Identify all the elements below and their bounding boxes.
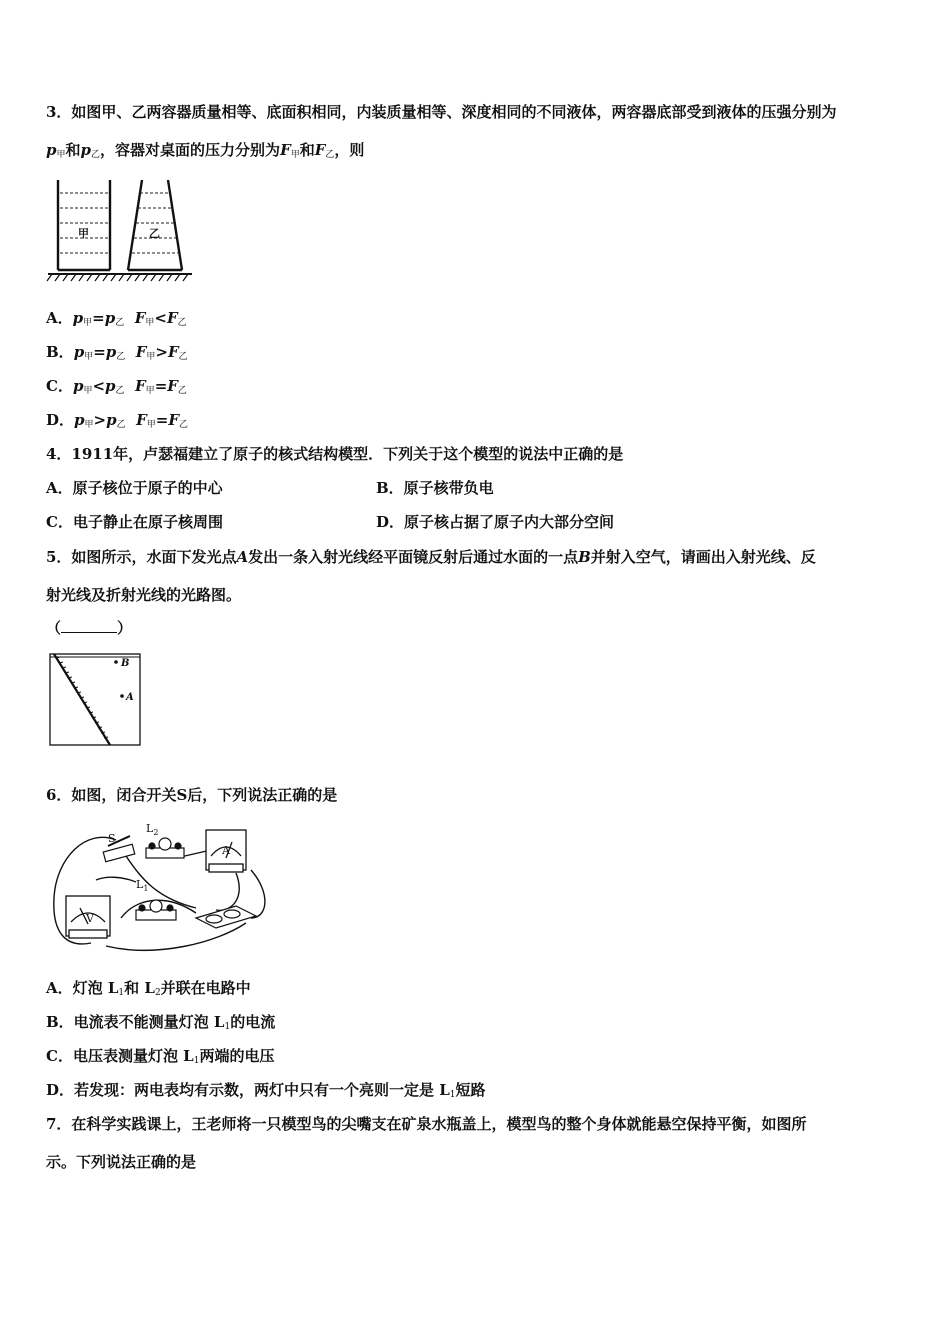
q3-stem-line1: 3．如图甲、乙两容器质量相等、底面积相同，内装质量相等、深度相同的不同液体，两容器底部受到液体的压强分别为 <box>46 103 837 121</box>
q5-stem-line1: 5．如图所示，水面下发光点A发出一条入射光线经平面镜反射后通过水面的一点B并射入空气，请画出入射光线、反 <box>46 548 816 566</box>
q6-circuit-figure <box>46 818 276 958</box>
q7-stem-line1: 7．在科学实践课上，王老师将一只模型鸟的尖嘴支在矿泉水瓶盖上，模型鸟的整个身体就能悬空保持平衡，如图所 <box>46 1115 807 1133</box>
q6-label-v: V <box>86 912 94 925</box>
q6-stem: 6．如图，闭合开关S后，下列说法正确的是 <box>46 786 338 804</box>
q6-option-b: B．电流表不能测量灯泡 $L_1$的电流 <box>46 1013 276 1032</box>
q5-answer-blank[interactable]: （ ） <box>46 619 133 637</box>
q4-option-d: D．原子核占据了原子内大部分空间 <box>376 513 615 531</box>
q5-label-b: B <box>121 658 130 669</box>
q3-option-c: C．$p_甲<p_乙$ $F_甲=F_乙$ <box>46 377 187 396</box>
q6-label-a: A <box>222 844 230 857</box>
q5-point-a <box>120 694 124 698</box>
q3-stem-line2: $p_甲$和$p_乙$，容器对桌面的压力分别为$F_甲$和$F_乙$，则 <box>46 141 365 160</box>
q4-option-b: B．原子核带负电 <box>376 479 494 497</box>
q3-option-b: B．$p_甲=p_乙$ $F_甲>F_乙$ <box>46 343 188 362</box>
q7-stem-line2: 示。下列说法正确的是 <box>46 1153 197 1171</box>
q5-blank-line[interactable] <box>61 618 117 633</box>
q4-option-c: C．电子静止在原子核周围 <box>46 513 223 531</box>
q3-containers-figure <box>46 178 196 284</box>
q6-label-l1: $L_1$ <box>136 878 149 893</box>
q6-option-d: D．若发现：两电表均有示数，两灯中只有一个亮则一定是 $L_1$短路 <box>46 1081 486 1100</box>
q3-option-a: A．$p_甲=p_乙$ $F_甲<F_乙$ <box>46 309 187 328</box>
q6-option-c: C．电压表测量灯泡 $L_1$两端的电压 <box>46 1047 275 1066</box>
q5-stem-line2: 射光线及折射光线的光路图。 <box>46 586 242 604</box>
q6-option-a: A．灯泡 $L_1$和 $L_2$并联在电路中 <box>46 979 251 998</box>
q3-label-yi: 乙 <box>149 227 160 240</box>
q6-label-l2: $L_2$ <box>146 822 159 837</box>
q5-label-a: A <box>126 692 134 703</box>
q4-stem: 4．1911年，卢瑟福建立了原子的核式结构模型．下列关于这个模型的说法中正确的是 <box>46 445 624 463</box>
q3-label-jia: 甲 <box>78 227 89 240</box>
q5-point-b <box>114 660 118 664</box>
q4-option-a: A．原子核位于原子的中心 <box>46 479 223 497</box>
q3-option-d: D．$p_甲>p_乙$ $F_甲=F_乙$ <box>46 411 188 430</box>
q6-label-s: S <box>108 832 116 845</box>
q5-mirror-figure <box>46 650 146 748</box>
